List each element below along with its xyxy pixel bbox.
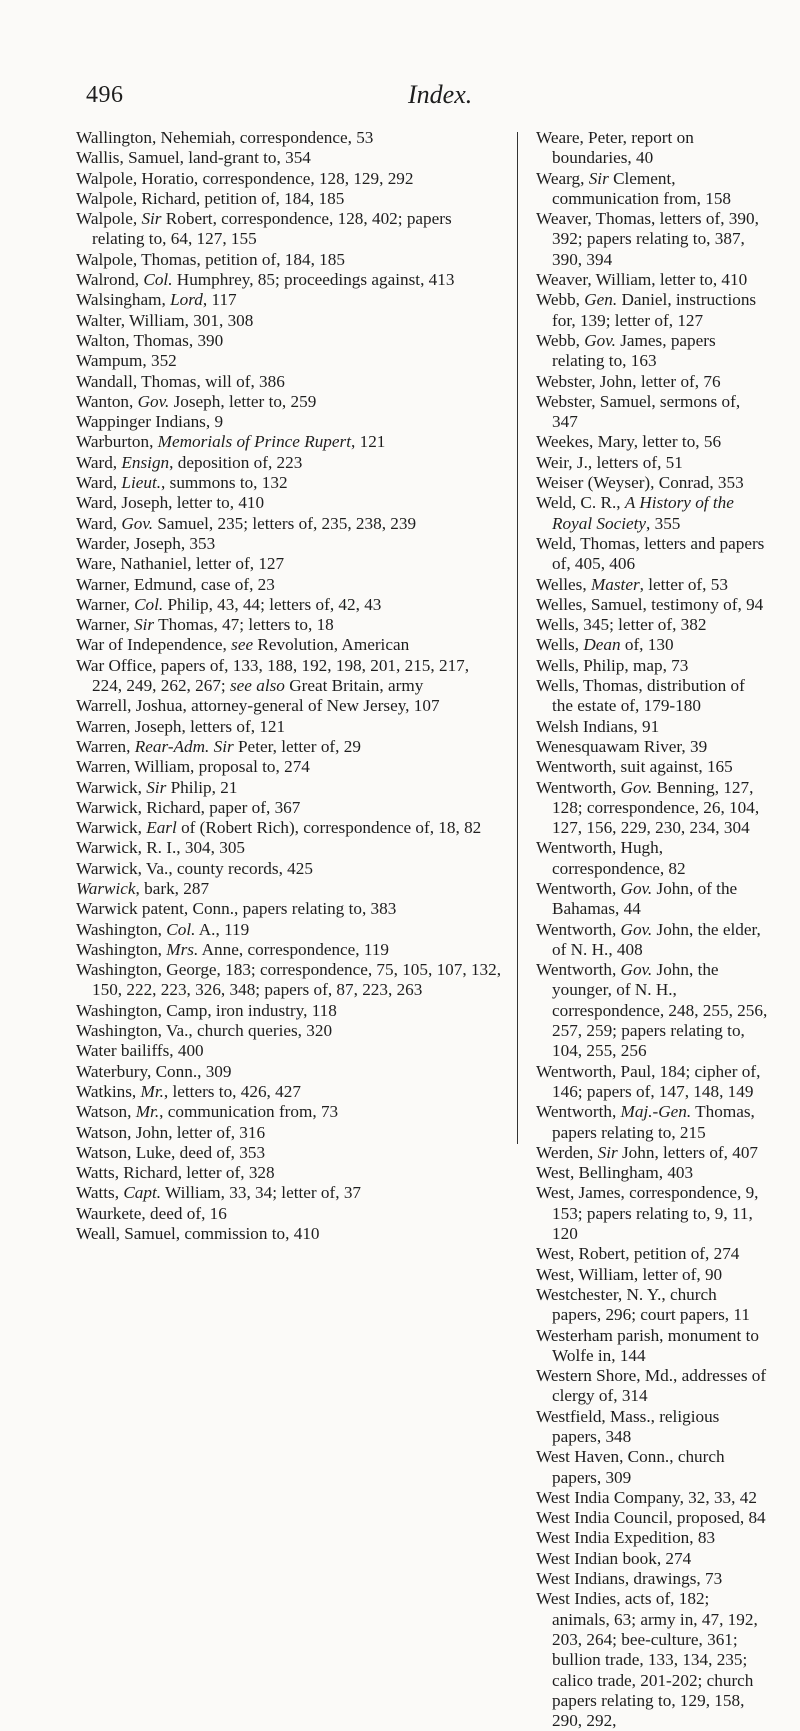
index-entry: Wells, Thomas, distribution of the estate of, 179-180 — [536, 676, 745, 716]
index-entry: Wallington, Nehemiah, correspondence, 53 — [76, 128, 374, 147]
index-entry: War of Independence, see Revolution, American — [76, 635, 410, 655]
index-entry: Weaver, William, letter to, 410 — [536, 270, 748, 290]
index-entry: Warwick, Earl of (Robert Rich), correspondence of, 18, 82 — [76, 818, 482, 838]
index-entry: Warwick, bark, 287 — [76, 878, 210, 898]
index-entry: Washington, George, 183; correspondence, 75, 105, 107, 132, 150, 222, 223, 326, 348; papers of, 87, 223, 263 — [76, 960, 502, 1000]
index-entry: Water bailiffs, 400 — [76, 1041, 204, 1061]
index-entry: Wallis, Samuel, land-grant to, 354 — [76, 148, 311, 168]
index-entry: West Haven, Conn., church papers, 309 — [536, 1447, 725, 1487]
index-entry: Welles, Samuel, testimony of, 94 — [536, 594, 764, 614]
index-entry: Westerham parish, monument to Wolfe in, 144 — [536, 1325, 759, 1365]
index-entry: Ward, Lieut., summons to, 132 — [76, 473, 288, 493]
index-entry: Warren, William, proposal to, 274 — [76, 757, 310, 777]
index-entry: Webster, Samuel, sermons of, 347 — [536, 391, 741, 432]
index-column-right — [536, 128, 768, 1731]
index-entry: Waterbury, Conn., 309 — [76, 1061, 232, 1081]
index-entry: Welsh Indians, 91 — [536, 716, 660, 736]
index-entry: Wentworth, Paul, 184; cipher of, 146; papers of, 147, 148, 149 — [536, 1061, 761, 1101]
index-entry: Warner, Col. Philip, 43, 44; letters of, 42, 43 — [76, 594, 382, 614]
index-entry: West, James, correspondence, 9, 153; papers relating to, 9, 11, 120 — [536, 1183, 759, 1244]
index-entry: Wandall, Thomas, will of, 386 — [76, 371, 285, 391]
index-entry: Wappinger Indians, 9 — [76, 412, 224, 432]
index-entry: Ward, Gov. Samuel, 235; letters of, 235, 238, 239 — [76, 513, 417, 533]
index-entry: Warren, Joseph, letters of, 121 — [76, 716, 286, 736]
index-entry: Watson, Mr., communication from, 73 — [76, 1102, 339, 1122]
index-entry: Wentworth, Gov. John, the elder, of N. H., 408 — [536, 919, 761, 959]
index-entry: Warwick, Richard, paper of, 367 — [76, 797, 301, 817]
index-entry: West India Council, proposed, 84 — [536, 1508, 766, 1528]
index-entry: Wells, Dean of, 130 — [536, 635, 674, 655]
index-entry: West, Bellingham, 403 — [536, 1163, 694, 1183]
index-entry: Ward, Ensign, deposition of, 223 — [76, 452, 303, 472]
index-entry: Wentworth, Hugh, correspondence, 82 — [536, 838, 686, 878]
index-entry: Wampum, 352 — [76, 351, 177, 371]
index-entry: Waurkete, deed of, 16 — [76, 1203, 227, 1223]
index-entry: Walpole, Horatio, correspondence, 128, 129, 292 — [76, 168, 414, 188]
index-entry: Ward, Joseph, letter to, 410 — [76, 493, 265, 513]
index-entry: Walton, Thomas, 390 — [76, 330, 224, 350]
index-entry: Walpole, Sir Robert, correspondence, 128, 402; papers relating to, 64, 127, 155 — [76, 209, 452, 249]
index-entry: Weir, J., letters of, 51 — [536, 452, 683, 472]
index-entry: Washington, Va., church queries, 320 — [76, 1021, 333, 1041]
index-entry: Watkins, Mr., letters to, 426, 427 — [76, 1081, 301, 1101]
index-entry: Westfield, Mass., religious papers, 348 — [536, 1406, 720, 1446]
index-column-left — [76, 128, 503, 1244]
index-entry: Washington, Col. A., 119 — [76, 919, 250, 939]
index-entry: West Indies, acts of, 182; animals, 63; army in, 47, 192, 203, 264; bee-culture, 361; bullion trade, 133, 134, 235; calico trade, 201-202; church papers relating to, 129, 158, 290, 292, — [536, 1589, 758, 1731]
index-entry: Weld, C. R., A History of the Royal Society, 355 — [536, 493, 734, 533]
index-entry: Wentworth, Gov. John, of the Bahamas, 44 — [536, 878, 738, 919]
index-entry: Washington, Camp, iron industry, 118 — [76, 1000, 337, 1020]
index-entry: Westchester, N. Y., church papers, 296; court papers, 11 — [536, 1284, 750, 1325]
column-divider — [517, 132, 518, 1144]
index-entry: Wells, Philip, map, 73 — [536, 655, 689, 675]
index-entry: Weare, Peter, report on boundaries, 40 — [536, 128, 694, 168]
index-entry: Warner, Edmund, case of, 23 — [76, 574, 275, 594]
index-entry: Webster, John, letter of, 76 — [536, 371, 721, 391]
index-entry: Watson, Luke, deed of, 353 — [76, 1142, 266, 1162]
index-entry: Wentworth, Maj.-Gen. Thomas, papers relating to, 215 — [536, 1102, 755, 1142]
index-entry: Webb, Gen. Daniel, instructions for, 139; letter of, 127 — [536, 290, 757, 330]
index-entry: Warrell, Joshua, attorney-general of New Jersey, 107 — [76, 696, 440, 716]
index-entry: Walsingham, Lord, 117 — [76, 290, 237, 310]
index-entry: Ware, Nathaniel, letter of, 127 — [76, 554, 285, 574]
index-entry: Walter, William, 301, 308 — [76, 310, 254, 330]
index-entry: Wenesquawam River, 39 — [536, 736, 708, 756]
index-entry: Walpole, Thomas, petition of, 184, 185 — [76, 249, 345, 269]
index-entry: Webb, Gov. James, papers relating to, 163 — [536, 330, 716, 371]
index-entry: Warner, Sir Thomas, 47; letters to, 18 — [76, 615, 334, 635]
index-entry: Wentworth, Gov. Benning, 127, 128; correspondence, 26, 104, 127, 156, 229, 230, 234, 304 — [536, 777, 760, 838]
index-entry: Washington, Mrs. Anne, correspondence, 119 — [76, 939, 390, 959]
index-entry: Weiser (Weyser), Conrad, 353 — [536, 473, 744, 493]
index-entry: Warwick patent, Conn., papers relating to, 383 — [76, 899, 397, 919]
index-entry: Weld, Thomas, letters and papers of, 405, 406 — [536, 533, 765, 574]
index-entry: War Office, papers of, 133, 188, 192, 198, 201, 215, 217, 224, 249, 262, 267; see also Great Britain, army — [76, 655, 470, 696]
index-entry: Watts, Capt. William, 33, 34; letter of, 37 — [76, 1183, 362, 1203]
index-entry: Watts, Richard, letter of, 328 — [76, 1163, 275, 1183]
index-entry: Welles, Master, letter of, 53 — [536, 574, 728, 594]
index-entry: Wentworth, suit against, 165 — [536, 757, 733, 777]
index-entry: Warburton, Memorials of Prince Rupert, 121 — [76, 432, 386, 452]
index-entry: West, William, letter of, 90 — [536, 1264, 723, 1284]
page-header — [86, 72, 724, 112]
index-entry: Warder, Joseph, 353 — [76, 533, 216, 553]
index-entry: West Indian book, 274 — [536, 1548, 692, 1568]
index-entry: Weall, Samuel, commission to, 410 — [76, 1224, 320, 1244]
index-entry: Warren, Rear-Adm. Sir Peter, letter of, 29 — [76, 736, 361, 756]
index-entry: Wearg, Sir Clement, communication from, 158 — [536, 168, 732, 208]
running-title: Index. — [408, 80, 473, 109]
index-entry: Wanton, Gov. Joseph, letter to, 259 — [76, 391, 317, 411]
index-entry: Warwick, Sir Philip, 21 — [76, 777, 238, 797]
index-entry: Wentworth, Gov. John, the younger, of N. H., correspondence, 248, 255, 256, 257, 259; papers relating to, 104, 255, 256 — [536, 960, 768, 1061]
index-entry: West India Expedition, 83 — [536, 1528, 716, 1548]
index-entry: Western Shore, Md., addresses of clergy of, 314 — [536, 1366, 767, 1406]
index-entry: Walpole, Richard, petition of, 184, 185 — [76, 188, 345, 208]
index-entry: Watson, John, letter of, 316 — [76, 1122, 266, 1142]
index-entry: Walrond, Col. Humphrey, 85; proceedings against, 413 — [76, 270, 455, 290]
index-entry: Warwick, Va., county records, 425 — [76, 858, 313, 878]
index-entry: Werden, Sir John, letters of, 407 — [536, 1142, 759, 1162]
index-entry: Weaver, Thomas, letters of, 390, 392; papers relating to, 387, 390, 394 — [536, 209, 759, 269]
index-entry: West Indians, drawings, 73 — [536, 1569, 723, 1589]
index-entry: Wells, 345; letter of, 382 — [536, 615, 707, 635]
index-entry: Weekes, Mary, letter to, 56 — [536, 432, 722, 452]
index-entry: West India Company, 32, 33, 42 — [536, 1487, 757, 1507]
index-entry: West, Robert, petition of, 274 — [536, 1244, 740, 1264]
index-entry: Warwick, R. I., 304, 305 — [76, 838, 246, 858]
page-number: 496 — [86, 82, 124, 108]
